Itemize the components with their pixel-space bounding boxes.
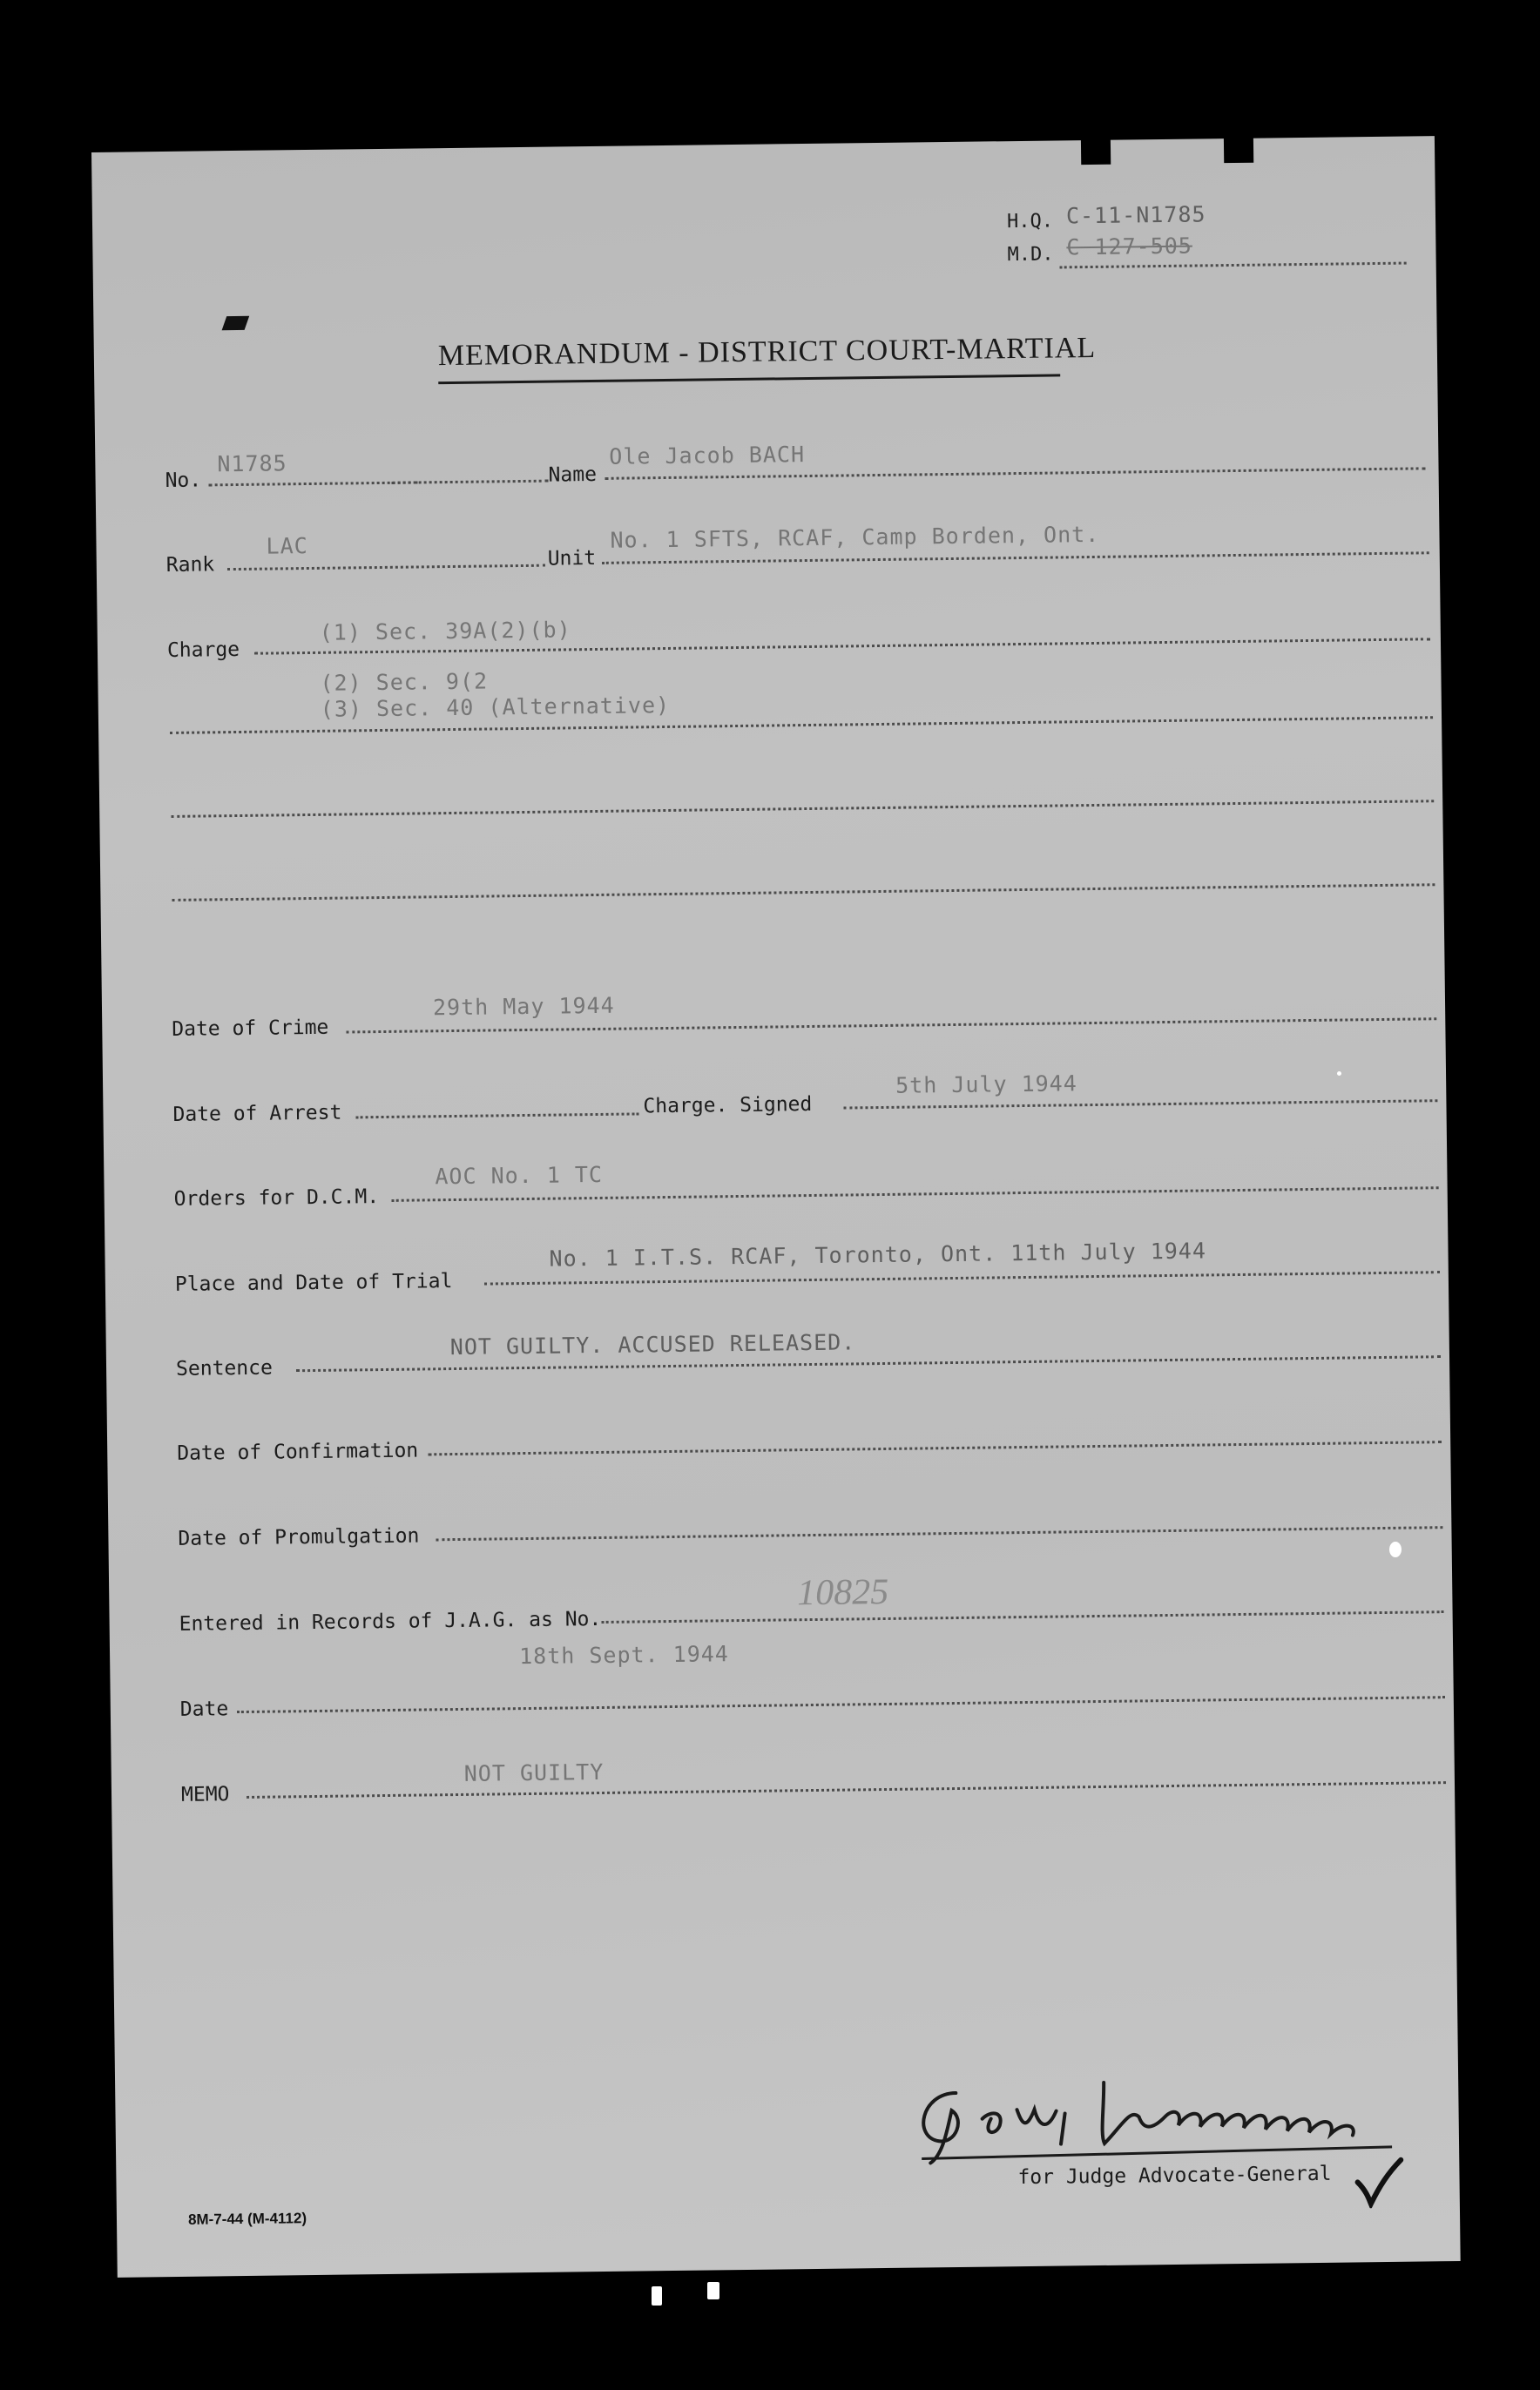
- charge-line-3: (3) Sec. 40 (Alternative): [320, 692, 671, 722]
- md-line: [1060, 262, 1407, 269]
- charge-label: Charge: [166, 638, 240, 662]
- charge-signed-label: Charge. Signed: [643, 1092, 813, 1118]
- form-code: 8M-7-44 (M-4112): [187, 2210, 307, 2228]
- margin-speck: [707, 2282, 719, 2299]
- orders-line: [392, 1186, 1439, 1202]
- ink-blot: [222, 316, 250, 330]
- unit-value: No. 1 SFTS, RCAF, Camp Borden, Ont.: [610, 521, 1100, 553]
- signature-caption: for Judge Advocate-General: [1017, 2162, 1332, 2190]
- no-line: [209, 481, 418, 486]
- margin-speck: [1389, 1542, 1402, 1557]
- rank-value: LAC: [266, 532, 308, 559]
- margin-speck: [1337, 1071, 1341, 1076]
- sentence-label: Sentence: [175, 1356, 274, 1381]
- hq-value: C-11-N1785: [1065, 201, 1206, 229]
- unit-label: Unit: [547, 546, 597, 570]
- charge-line-rule-3: [171, 800, 1434, 818]
- md-value: C 127-505: [1066, 233, 1193, 260]
- date-label: Date: [179, 1698, 229, 1721]
- sentence-value: NOT GUILTY. ACCUSED RELEASED.: [449, 1329, 856, 1360]
- check-mark-icon: [1353, 2156, 1406, 2209]
- jag-line: [602, 1610, 1444, 1624]
- hq-label: H.Q.: [1006, 210, 1054, 233]
- confirmation-line: [428, 1441, 1442, 1455]
- charge-signed-value: 5th July 1944: [895, 1070, 1077, 1098]
- rank-label: Rank: [165, 553, 215, 577]
- rank-line: [227, 564, 545, 570]
- jag-label: Entered in Records of J.A.G. as No.: [179, 1607, 602, 1636]
- margin-speck: [652, 2286, 662, 2306]
- paper-notch: [1224, 133, 1253, 163]
- charge-signed-line: [843, 1099, 1437, 1109]
- orders-label: Orders for D.C.M.: [173, 1185, 380, 1211]
- name-label: Name: [548, 462, 598, 487]
- confirmation-label: Date of Confirmation: [177, 1439, 419, 1465]
- memo-value: NOT GUILTY: [463, 1759, 605, 1786]
- charge-line-2: (2) Sec. 9(2: [320, 668, 489, 696]
- date-value: 18th Sept. 1944: [518, 1641, 730, 1670]
- name-value: Ole Jacob BACH: [609, 442, 806, 469]
- unit-line: [602, 551, 1429, 564]
- memo-line: [247, 1781, 1446, 1799]
- title-underline: [438, 374, 1060, 384]
- md-label: M.D.: [1007, 243, 1054, 267]
- memorandum-form: [91, 136, 1461, 2278]
- place-date-line: [484, 1271, 1440, 1285]
- place-date-label: Place and Date of Trial: [174, 1270, 453, 1296]
- jag-value: 10825: [796, 1571, 889, 1614]
- date-of-crime-line: [346, 1017, 1436, 1033]
- date-of-crime-label: Date of Crime: [172, 1016, 329, 1041]
- name-line: [605, 467, 1426, 480]
- form-title: MEMORANDUM - DISTRICT COURT-MARTIAL: [437, 331, 1097, 373]
- memo-label: MEMO: [180, 1783, 230, 1806]
- promulgation-label: Date of Promulgation: [178, 1524, 420, 1550]
- paper-notch: [1081, 135, 1111, 165]
- date-of-arrest-line: [356, 1112, 639, 1118]
- orders-value: AOC No. 1 TC: [435, 1161, 604, 1190]
- no-label: No.: [165, 469, 202, 492]
- charge-line-rule-4: [172, 883, 1435, 901]
- date-of-arrest-label: Date of Arrest: [172, 1101, 342, 1126]
- name-lead-line: [392, 480, 549, 484]
- place-date-value: No. 1 I.T.S. RCAF, Toronto, Ont. 11th July 1944: [549, 1238, 1207, 1272]
- no-value: N1785: [217, 450, 287, 477]
- date-line: [237, 1696, 1445, 1713]
- promulgation-line: [436, 1526, 1442, 1541]
- date-of-crime-value: 29th May 1944: [432, 992, 615, 1021]
- charge-line-1: (1) Sec. 39A(2)(b): [319, 617, 571, 645]
